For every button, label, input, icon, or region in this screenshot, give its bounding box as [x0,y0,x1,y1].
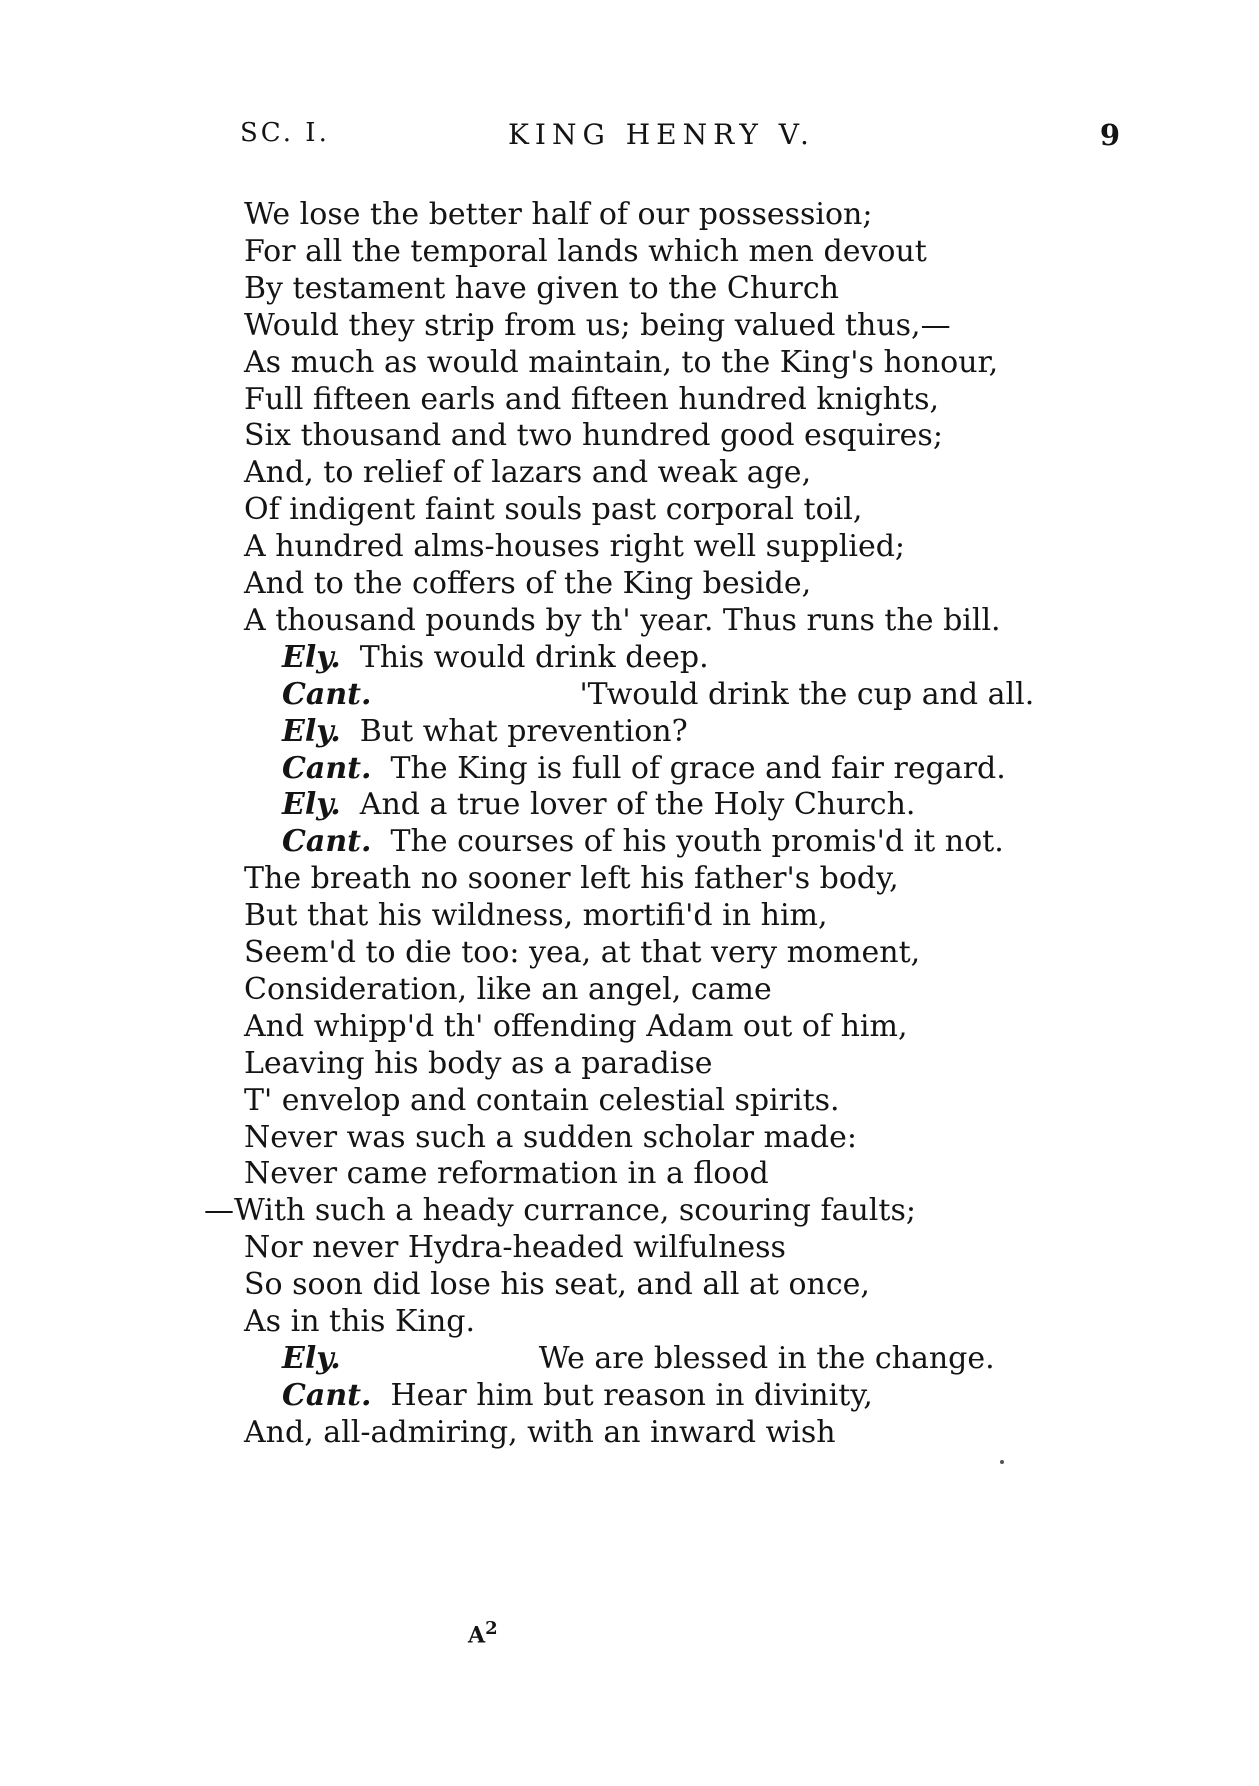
speaker-name: Ely. [282,713,341,749]
line-text: By testament have given to the Church [244,270,839,306]
line-text: Six thousand and two hundred good esquires; [244,418,943,454]
speech-line [282,1338,995,1380]
line-text: Full fifteen earls and fifteen hundred knights, [244,381,939,417]
speaker-name: Cant. [282,676,372,712]
verse-line [244,1264,870,1306]
verse-line [244,379,939,421]
printer-signature [468,1618,498,1648]
speech-line [282,748,1006,790]
line-text: A hundred alms-houses right well supplied; [244,529,906,565]
speech-line [282,821,1004,863]
verse-line [244,489,862,531]
verse-line [244,305,951,347]
verse-line [244,1043,712,1085]
speaker-name: Ely. [282,1340,341,1376]
signature-number: 2 [485,1618,498,1639]
verse-line [244,268,839,310]
verse-line [204,1190,916,1232]
verse-line [244,526,905,568]
speech-line [282,711,688,753]
verse-line [244,563,811,605]
verse-line [244,858,899,900]
line-text: A thousand pounds by th' year. Thus runs the bill. [244,602,1001,638]
line-text: And a true lover of the Holy Church. [359,787,916,823]
line-text: Of indigent faint souls past corporal toil, [244,492,863,528]
verse-line [244,1117,857,1159]
scene-label: SC. I. [240,118,330,148]
speaker-name: Cant. [282,824,372,860]
verse-line [244,1227,786,1269]
line-text: And to the coffers of the King beside, [244,566,812,601]
speech-line [282,1375,873,1417]
line-text: For all the temporal lands which men devout [244,233,927,269]
verse-line [244,342,998,384]
line-text: We are blessed in the change. [538,1340,995,1376]
line-text: And whipp'd th' offending Adam out of him, [244,1008,908,1044]
verse-line [244,600,1001,642]
speaker-name: Cant. [282,750,372,786]
signature-letter: A [468,1622,486,1649]
ink-speck [1000,1460,1004,1464]
line-text: We lose the better half of our possession; [244,197,873,232]
page-number: 9 [1099,118,1120,152]
line-text: Hear him but reason in divinity, [390,1377,873,1413]
line-text: As much as would maintain, to the King's honour, [244,344,999,380]
line-text: —With such a heady currance, scouring faults; [204,1193,916,1229]
line-text: 'Twould drink the cup and all. [579,676,1035,712]
speaker-name: Ely. [282,639,341,675]
verse-line [244,1080,840,1122]
verse-line [244,1301,475,1343]
line-text: So soon did lose his seat, and all at once, [244,1267,870,1303]
speaker-name: Ely. [282,787,341,823]
line-text: Never came reformation in a flood [244,1156,769,1192]
line-text: This would drink deep. [359,639,709,675]
verse-line [244,194,872,236]
line-text: Consideration, like an angel, came [244,971,772,1007]
speech-line [282,784,915,826]
speech-line [282,674,1034,716]
line-text: Leaving his body as a paradise [244,1045,713,1081]
line-text: Would they strip from us; being valued thus,— [244,307,951,343]
line-text: The King is full of grace and fair regard. [390,750,1006,786]
line-text: The courses of his youth promis'd it not. [390,824,1004,860]
line-text: But that his wildness, mortifi'd in him, [244,898,828,934]
line-text: And, to relief of lazars and weak age, [244,455,812,491]
line-text: Nor never Hydra-headed wilfulness [244,1230,786,1266]
line-text: Seem'd to die too: yea, at that very moment, [244,935,921,970]
line-text: Never was such a sudden scholar made: [244,1119,857,1155]
verse-line [244,1412,836,1454]
verse-line [244,895,828,937]
verse-line [244,231,927,273]
verse-line [244,1006,908,1048]
line-text: But what prevention? [359,713,688,749]
line-text: T' envelop and contain celestial spirits. [244,1082,840,1118]
line-text: And, all-admiring, with an inward wish [244,1414,836,1450]
speech-line [282,637,709,679]
speaker-name: Cant. [282,1377,372,1413]
running-head [240,118,1120,158]
verse-line [244,969,772,1011]
play-title: KING HENRY V. [508,118,815,151]
verse-line [244,1153,769,1195]
line-text: As in this King. [244,1304,476,1339]
verse-line [244,452,811,494]
line-text: The breath no sooner left his father's body, [244,861,899,897]
verse-line [244,415,943,457]
verse-line [244,932,920,974]
